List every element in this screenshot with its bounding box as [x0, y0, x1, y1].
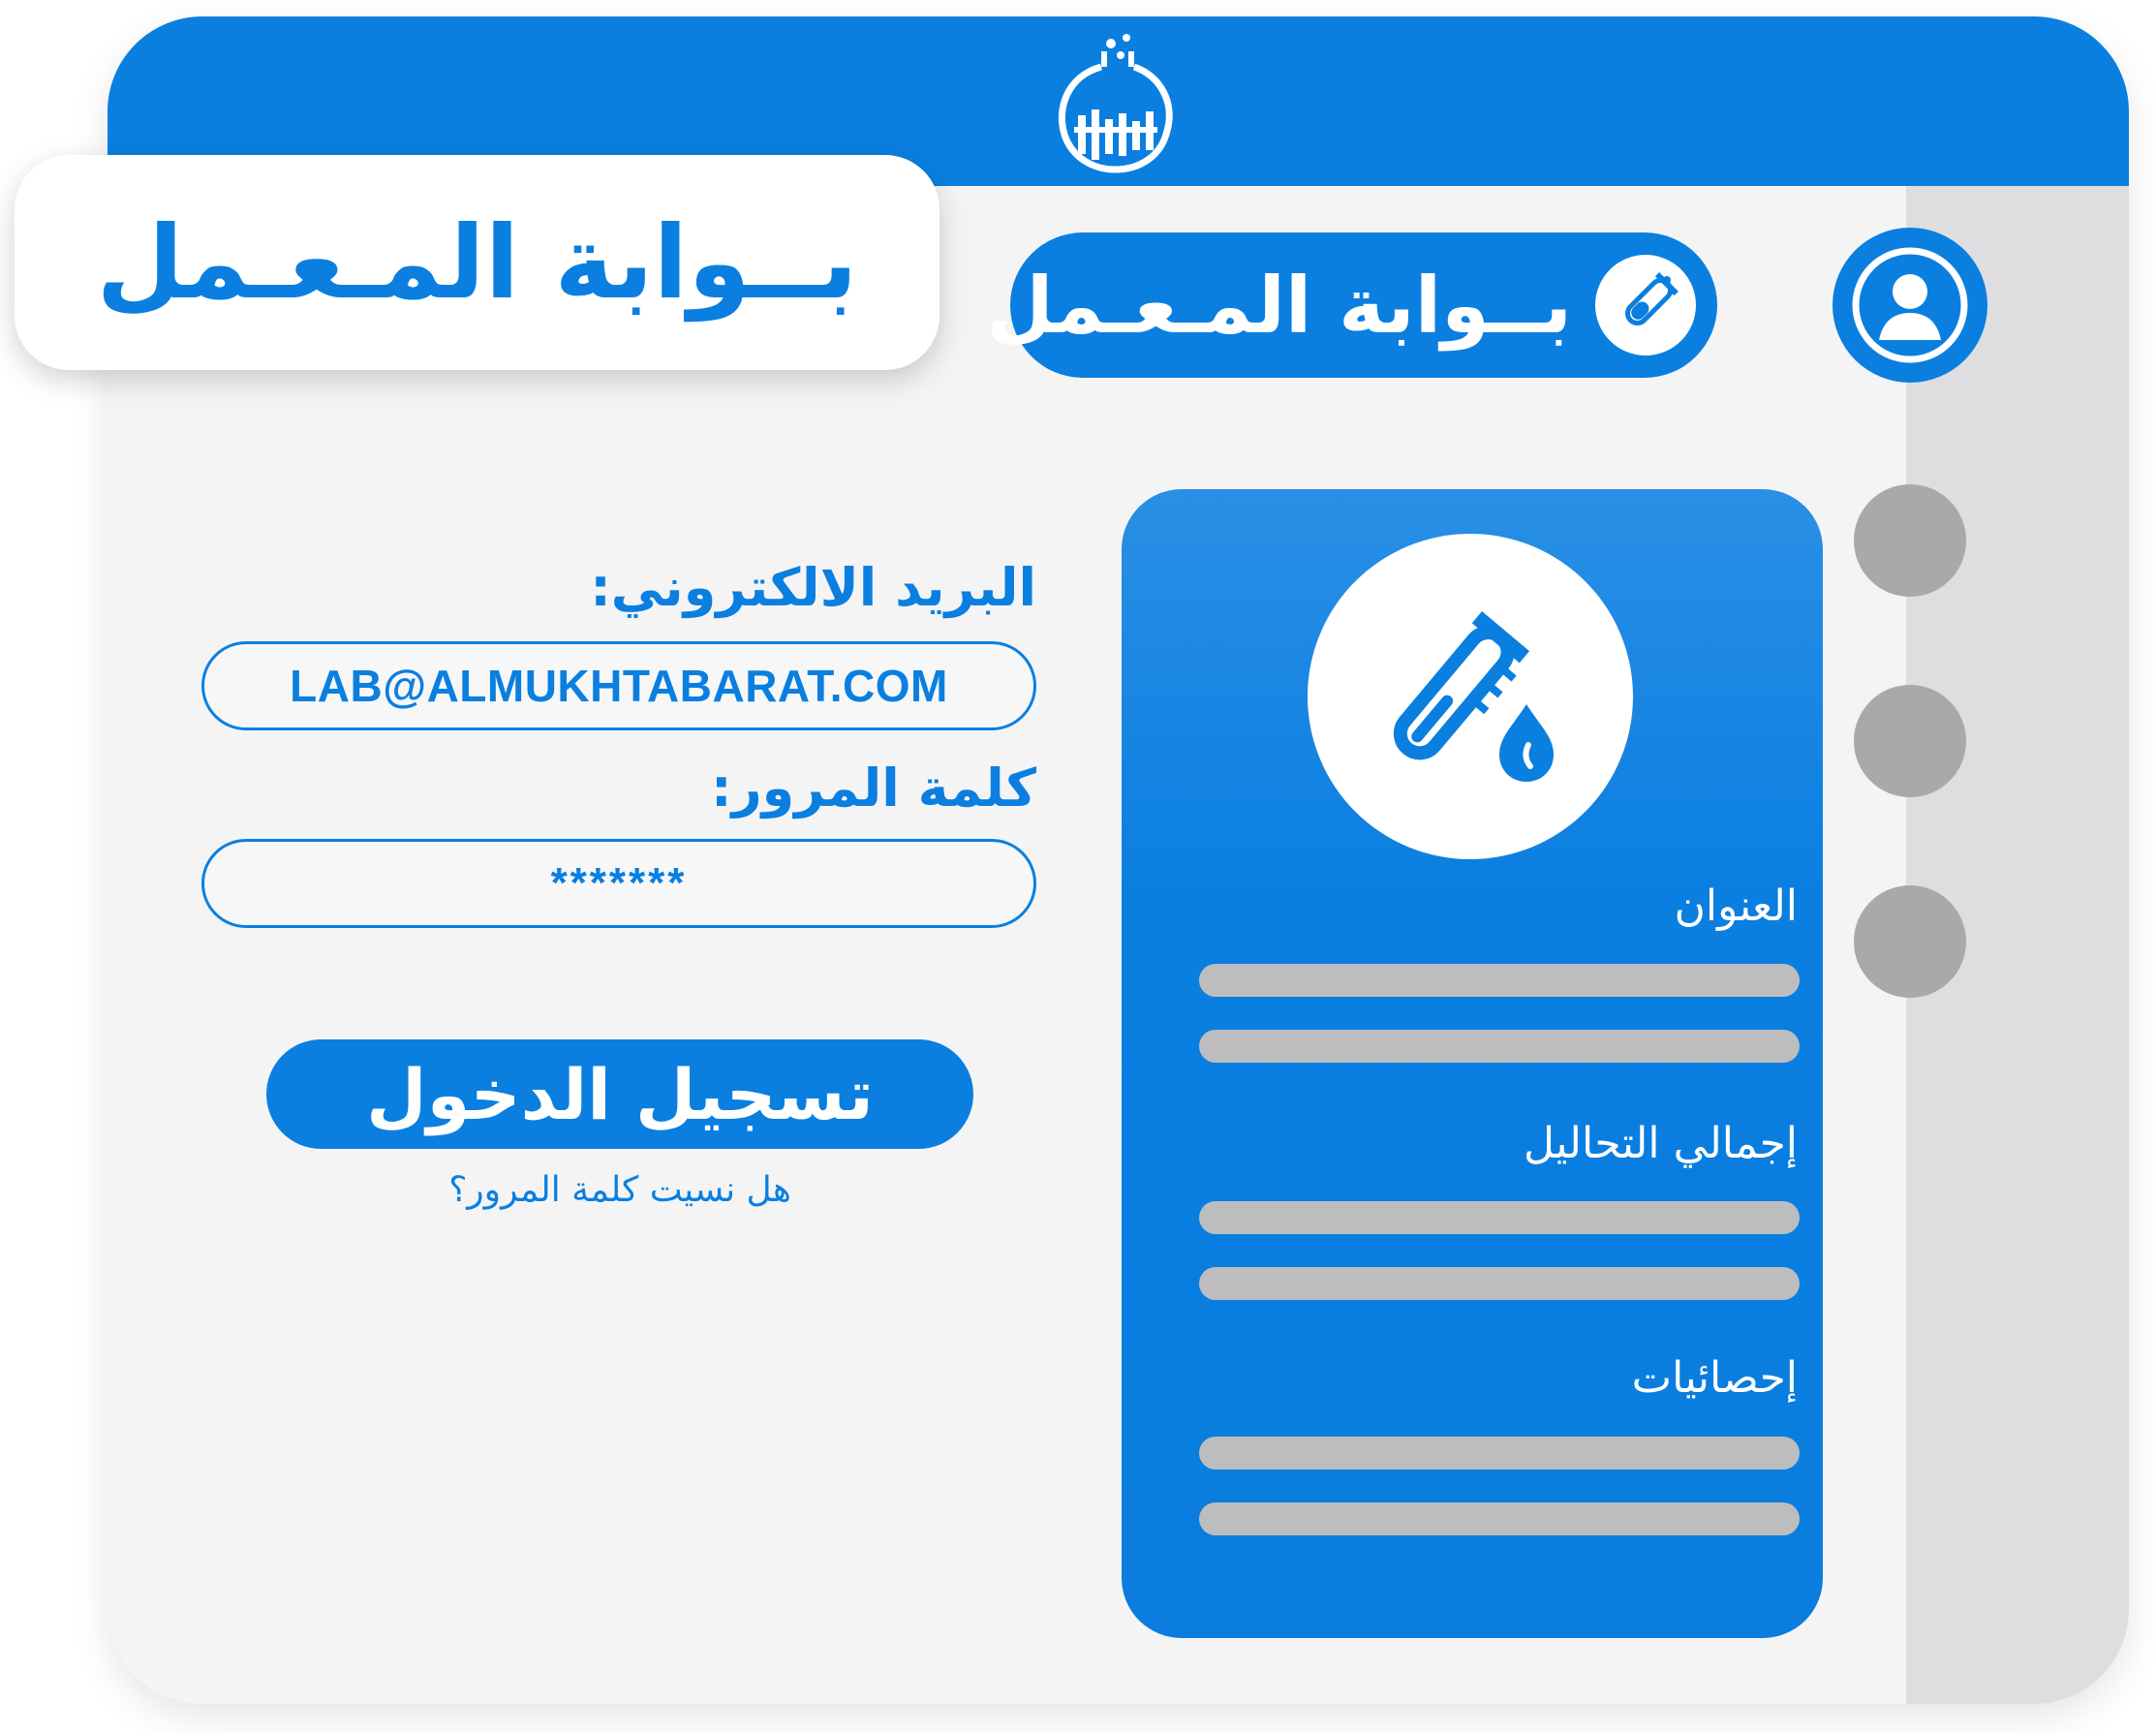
floating-title-card — [15, 155, 939, 370]
section-label-total-tests: إجمالي التحاليل — [1523, 1119, 1798, 1168]
password-label: كلمة المرور: — [710, 758, 1036, 819]
forgot-password-link[interactable]: هل نسيت كلمة المرور؟ — [448, 1170, 791, 1210]
placeholder-bar — [1199, 964, 1800, 997]
email-label: البريد الالكتروني: — [590, 557, 1036, 618]
portal-title: بــوابة المـعـمل — [986, 260, 1572, 351]
placeholder-bar — [1199, 1030, 1800, 1063]
lab-info-card — [1122, 489, 1823, 1638]
placeholder-bar — [1199, 1437, 1800, 1470]
login-button[interactable]: تسجيل الدخول — [266, 1039, 973, 1149]
test-tube-drop-icon — [1308, 534, 1633, 859]
rail-dot-icon[interactable] — [1854, 685, 1966, 797]
section-label-address: العنوان — [1674, 882, 1798, 931]
portal-title-badge — [986, 232, 1717, 378]
rail-dot-icon[interactable] — [1854, 885, 1966, 998]
floating-title: بــوابة المـعـمل — [96, 203, 858, 322]
password-field[interactable]: ******* — [201, 839, 1036, 928]
rail-dot-icon[interactable] — [1854, 484, 1966, 597]
placeholder-bar — [1199, 1502, 1800, 1535]
section-label-statistics: إحصائيات — [1631, 1353, 1798, 1403]
placeholder-bar — [1199, 1201, 1800, 1234]
lab-logo-icon — [1047, 26, 1183, 181]
test-tube-icon — [1595, 255, 1696, 356]
profile-button[interactable] — [1833, 228, 1987, 383]
user-icon — [1850, 245, 1970, 365]
placeholder-bar — [1199, 1267, 1800, 1300]
email-field[interactable]: LAB@ALMUKHTABARAT.COM — [201, 641, 1036, 730]
